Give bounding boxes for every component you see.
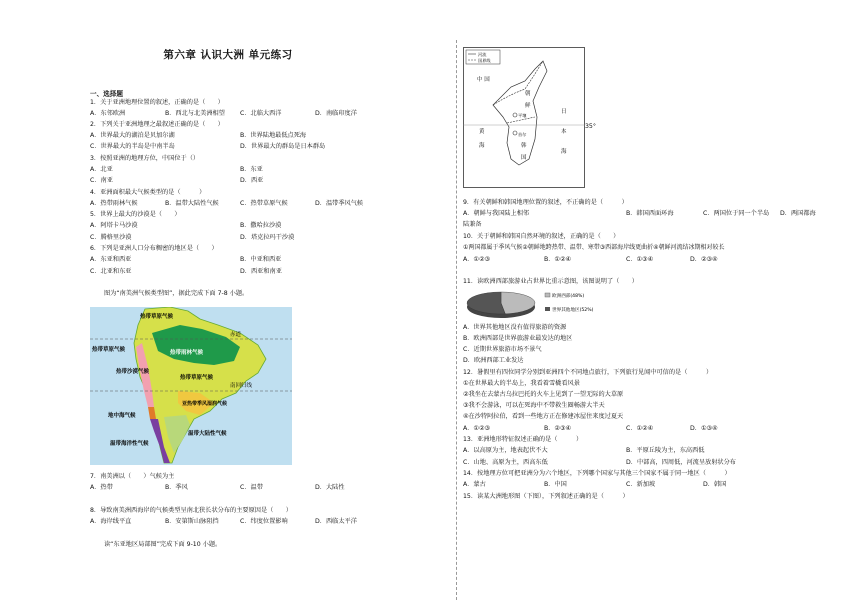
- q12-stem: 12．暑假里有四位同学分别到亚洲四个不同地点旅行，下列旅行见闻中可信的是（ ）: [463, 369, 713, 376]
- q5-option-a[interactable]: A．阿塔卡马沙漠: [90, 222, 138, 229]
- label-chao: 朝: [525, 91, 531, 97]
- q2-option-d[interactable]: D．世界最大的群岛是日本群岛: [240, 143, 326, 150]
- q15-stem: 15．读某大洲地形图（下图），下列叙述正确的是（ ）: [463, 493, 629, 500]
- legend-border: 国界线: [478, 58, 491, 63]
- label-humid: 亚热带季风湿润气候: [182, 401, 228, 407]
- label-ben: 本: [561, 129, 567, 135]
- pie-legend-europe: 欧洲西部(48%): [552, 294, 585, 299]
- q2-option-b[interactable]: B．世界陆地最低点死海: [240, 132, 307, 139]
- q8-option-b[interactable]: B．安第斯山脉阻挡: [165, 518, 219, 525]
- q10-option-b[interactable]: B．①②④: [544, 256, 572, 263]
- latitude-label: 35°: [585, 123, 596, 130]
- q7-option-b[interactable]: B．季风: [165, 484, 188, 491]
- q3-option-d[interactable]: D．西亚: [240, 177, 264, 184]
- q12-option-c[interactable]: C．①②④: [626, 425, 654, 432]
- q14-stem: 14．按地理方位可把亚洲分为六个地区，下列哪个国家与其他三个国家不属于同一地区（ ）: [463, 470, 731, 477]
- q9-option-d-cont: 陆兼备: [463, 221, 482, 228]
- q11-option-a[interactable]: A．世界其他地区没有值得旅游的资源: [463, 324, 567, 331]
- label-huang: 黄: [479, 129, 485, 135]
- label-seoul: 首尔: [518, 132, 527, 137]
- east-asia-map: [463, 47, 585, 188]
- label-pyongyang: 平壤: [518, 113, 527, 118]
- q12-statement-1: ①在世界最大的半岛上，我看着雪橇看风景: [463, 380, 580, 387]
- q1-option-d[interactable]: D．南临印度洋: [315, 110, 357, 117]
- label-oceanic: 温带海洋性气候: [110, 441, 149, 447]
- q6-stem: 6．下列是亚洲人口分布稠密的地区是（ ）: [90, 245, 218, 252]
- q12-option-b[interactable]: B．②③④: [544, 425, 572, 432]
- section-heading: 一、选择题: [90, 90, 123, 98]
- q5-option-d[interactable]: D．塔克拉玛干沙漠: [240, 234, 295, 241]
- label-tropic: 南回归线: [230, 383, 253, 389]
- q5-option-c[interactable]: C．腾格里沙漠: [90, 234, 132, 241]
- label-equator: 赤道: [230, 332, 242, 338]
- q13-option-a[interactable]: A．以高原为主，地表起伏不大: [463, 447, 548, 454]
- q14-option-d[interactable]: D．韩国: [703, 481, 727, 488]
- q12-statement-2: ②我坐在去蒙古乌拉巴托的火车上见到了一望无际的大草原: [463, 391, 624, 398]
- q4-option-d[interactable]: D．温带季风气候: [315, 200, 364, 207]
- legend-river: 河流: [478, 52, 487, 57]
- q14-option-a[interactable]: A．蒙古: [463, 481, 486, 488]
- q4-option-c[interactable]: C．热带草原气候: [240, 200, 288, 207]
- q7-option-a[interactable]: A．热带: [90, 484, 113, 491]
- q7-option-c[interactable]: C．温带: [240, 484, 263, 491]
- q8-option-a[interactable]: A．海岸线平直: [90, 518, 132, 525]
- q11-option-c[interactable]: C．近期世界旅游市场不景气: [463, 346, 542, 353]
- q11-option-b[interactable]: B．欧洲西部是世界旅游业最发达的地区: [463, 335, 573, 342]
- label-savanna-e: 热带草原气候: [180, 375, 214, 381]
- q10-stem: 10．关于朝鲜和韩国自然环境的叙述，正确的是（ ）: [463, 233, 620, 240]
- label-china: 中 国: [477, 77, 490, 83]
- label-rainforest: 热带雨林气候: [170, 350, 204, 356]
- q14-option-b[interactable]: B．中国: [544, 481, 567, 488]
- q9-option-c[interactable]: C．两国位于同一个半岛: [703, 210, 770, 217]
- label-mediterranean: 地中海气候: [108, 413, 136, 419]
- q10-option-c[interactable]: C．①③④: [626, 256, 654, 263]
- q10-option-a[interactable]: A．①②③: [463, 256, 491, 263]
- q6-option-c[interactable]: C．北亚和东亚: [90, 268, 132, 275]
- q12-option-a[interactable]: A．①②③: [463, 425, 491, 432]
- label-ri: 日: [561, 109, 567, 115]
- q10-statements: ①两国都属于季风气候②朝鲜地跨热带、温带、寒带③西部海岸线更曲折④朝鲜河流结冰期相对较长: [463, 244, 725, 251]
- q12-statement-4: ④在沙特阿拉伯，看到一些地方正在修建冰屋住来度过夏天: [463, 413, 624, 420]
- q14-option-c[interactable]: C．新加坡: [626, 481, 656, 488]
- q1-option-c[interactable]: C．北临大西洋: [240, 110, 282, 117]
- south-america-climate-map: [90, 307, 292, 465]
- q13-option-c[interactable]: C．山地、高原为主，西高东低: [463, 459, 548, 466]
- q2-stem: 2．下列关于亚洲地理之最叙述正确的是（ ）: [90, 121, 224, 128]
- q2-option-c[interactable]: C．世界最大的半岛是中南半岛: [90, 143, 175, 150]
- q9-option-b[interactable]: B．韩国西面环海: [626, 210, 674, 217]
- label-savanna-n: 热带草原气候: [140, 314, 174, 320]
- label-guo: 国: [521, 155, 527, 161]
- q7-stem: 7．南美洲以（ ）气候为主: [90, 473, 175, 480]
- q13-option-d[interactable]: D．中部高，四周低，河流呈放射状分布: [626, 459, 736, 466]
- legend-swatch-other: [545, 307, 550, 311]
- q7-option-d[interactable]: D．大陆性: [315, 484, 345, 491]
- label-hai-2: 海: [561, 149, 567, 155]
- q9-option-d[interactable]: D．两国都海: [780, 210, 816, 217]
- q12-statement-3: ③我不会游泳，可以在死海中不带救生圈畅游大半天: [463, 402, 605, 409]
- q6-option-b[interactable]: B．中亚和西亚: [240, 256, 282, 263]
- q12-option-d[interactable]: D．①③④: [690, 425, 718, 432]
- pie-legend-other: 世界其他地区(52%): [552, 308, 594, 313]
- label-han: 韩: [521, 143, 527, 149]
- q3-option-a[interactable]: A．北亚: [90, 166, 113, 173]
- q9-stem: 9．有关朝鲜和韩国地理位置的叙述，不正确的是（ ）: [463, 199, 628, 206]
- q1-option-b[interactable]: B．西北与北美洲相望: [165, 110, 225, 117]
- q13-stem: 13．亚洲地形特征叙述正确的是（ ）: [463, 436, 583, 443]
- q1-stem: 1．关于亚洲地理位置的叙述，正确的是（ ）: [90, 99, 224, 106]
- page-title: 第六章 认识大洲 单元练习: [163, 49, 293, 61]
- q8-option-d[interactable]: D．西临太平洋: [315, 518, 357, 525]
- q5-stem: 5．世界上最大的沙漠是（ ）: [90, 211, 181, 218]
- q9-intro-text: 读“东亚地区局部图”完成下面 9-10 小题。: [104, 541, 222, 548]
- q3-option-b[interactable]: B．东亚: [240, 166, 263, 173]
- q1-option-a[interactable]: A．东邻欧洲: [90, 110, 126, 117]
- q11-option-d[interactable]: D．欧洲西部工业发达: [463, 357, 524, 364]
- q4-option-b[interactable]: B．温带大陆性气候: [165, 200, 219, 207]
- q3-option-c[interactable]: C．南亚: [90, 177, 113, 184]
- q11-stem: 11．读欧洲西部旅游业占世界比重示意图，该图说明了（ ）: [463, 278, 638, 285]
- legend-swatch-europe: [545, 293, 550, 297]
- q3-stem: 3．按照亚洲的地理方位，中国位于（）: [90, 155, 200, 162]
- q6-option-d[interactable]: D．西亚和南亚: [240, 268, 282, 275]
- q2-option-a[interactable]: A．世界最大的湖泊是贝加尔湖: [90, 132, 175, 139]
- label-continental: 温带大陆性气候: [188, 431, 227, 437]
- q6-option-a[interactable]: A．东亚和西亚: [90, 256, 132, 263]
- q13-option-b[interactable]: B．平原丘陵为主，东高西低: [626, 447, 705, 454]
- label-xian: 鲜: [525, 103, 531, 109]
- q8-stem: 8．导致南美洲西海岸的气候类型呈南北狭长状分布的主要原因是（ ）: [90, 507, 292, 514]
- column-divider: [456, 40, 457, 600]
- label-savanna-w: 热带草原气候: [92, 347, 126, 353]
- tourism-pie-chart: [463, 288, 603, 322]
- map-intro-text: 图为“南美洲气候类型图”，据此完成下面 7-8 小题。: [104, 290, 249, 297]
- q5-option-b[interactable]: B．撒哈拉沙漠: [240, 222, 282, 229]
- pie-slices: [467, 292, 535, 318]
- q8-option-c[interactable]: C．纬度位置影响: [240, 518, 288, 525]
- label-hai-1: 海: [479, 143, 485, 149]
- q4-option-a[interactable]: A．热带雨林气候: [90, 200, 138, 207]
- q4-stem: 4．亚洲面积最大气候类型的是（ ）: [90, 189, 206, 196]
- label-desert: 热带沙漠气候: [116, 369, 150, 375]
- q9-option-a[interactable]: A．朝鲜与我国陆上相邻: [463, 210, 530, 217]
- q10-option-d[interactable]: D．②③④: [690, 256, 718, 263]
